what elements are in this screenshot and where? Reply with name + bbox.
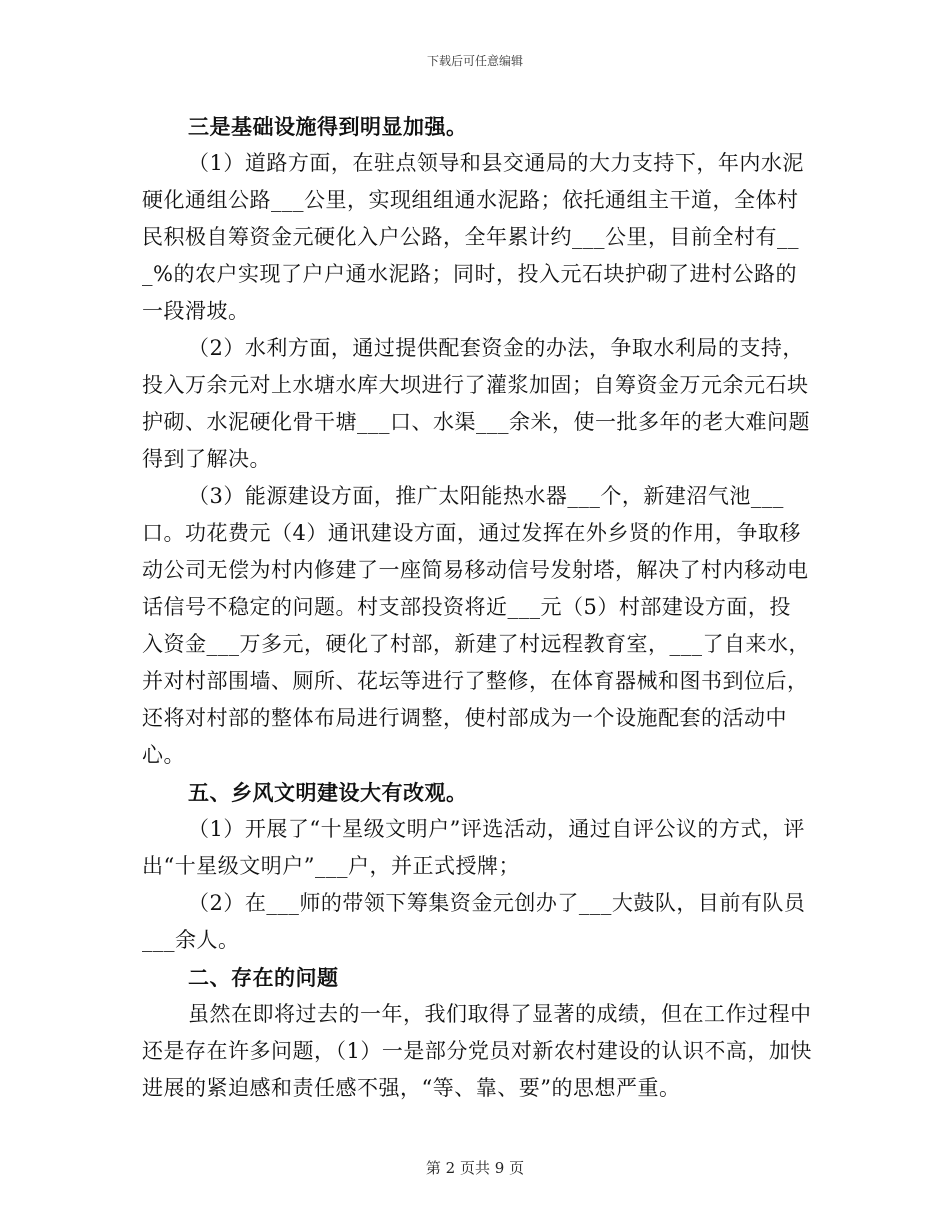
page-number: 第 2 页共 9 页 (425, 1159, 525, 1177)
paragraph-roads: （1）道路方面，在驻点领导和县交通局的大力支持下，年内水泥硬化通组公路___公里，实现组组通水泥路；依托通组主干道，全体村民积极自筹资金元硬化入户公路，全年累计约___公里，目前全村有___%的农户实现了户户通水泥路；同时，投入元石块护砌了进村公路的一段滑坡。 (142, 151, 804, 323)
section-heading-problems: 二、存在的问题 (188, 965, 339, 990)
paragraph-star-households: （1）开展了“十星级文明户”评选活动，通过自评公议的方式，评出“十星级文明户”___户，并正式授牌； (142, 817, 805, 878)
page-header: 下载后可任意编辑 (426, 54, 523, 68)
section-heading-infrastructure: 三是基础设施得到明显加强。 (188, 114, 468, 139)
document-body (142, 108, 812, 1107)
section-heading-civilization: 五、乡风文明建设大有改观。 (188, 780, 468, 805)
paragraph-water: （2）水利方面，通过提供配套资金的办法，争取水利局的支持，投入万余元对上水塘水库大坝进行了灌浆加固；自筹资金万元余元石块护砌、水泥硬化骨干塘___口、水渠___余米，使一批多年的老大难问题得到了解决。 (142, 336, 810, 471)
paragraph-energy-telecom-village: （3）能源建设方面，推广太阳能热水器___个，新建沼气池___口。功花费元（4）通讯建设方面，通过发挥在外乡贤的作用，争取移动公司无偿为村内修建了一座简易移动信号发射塔，解决了村内移动电话信号不稳定的问题。村支部投资将近___元（5）村部建设方面，投入资金___万多元，硬化了村部，新建了村远程教育室，___了自来水，并对村部围墙、厕所、花坛等进行了整修，在体育器械和图书到位后，还将对村部的整体布局进行调整，使村部成为一个设施配套的活动中心。 (142, 484, 810, 767)
paragraph-drum-team: （2）在___师的带领下筹集资金元创办了___大鼓队，目前有队员___余人。 (142, 891, 806, 952)
paragraph-problems: 虽然在即将过去的一年，我们取得了显著的成绩，但在工作过程中还是存在许多问题，（1）一是部分党员对新农村建设的认识不高，加快进展的紧迫感和责任感不强，“等、靠、要”的思想严重。 (142, 1002, 812, 1100)
